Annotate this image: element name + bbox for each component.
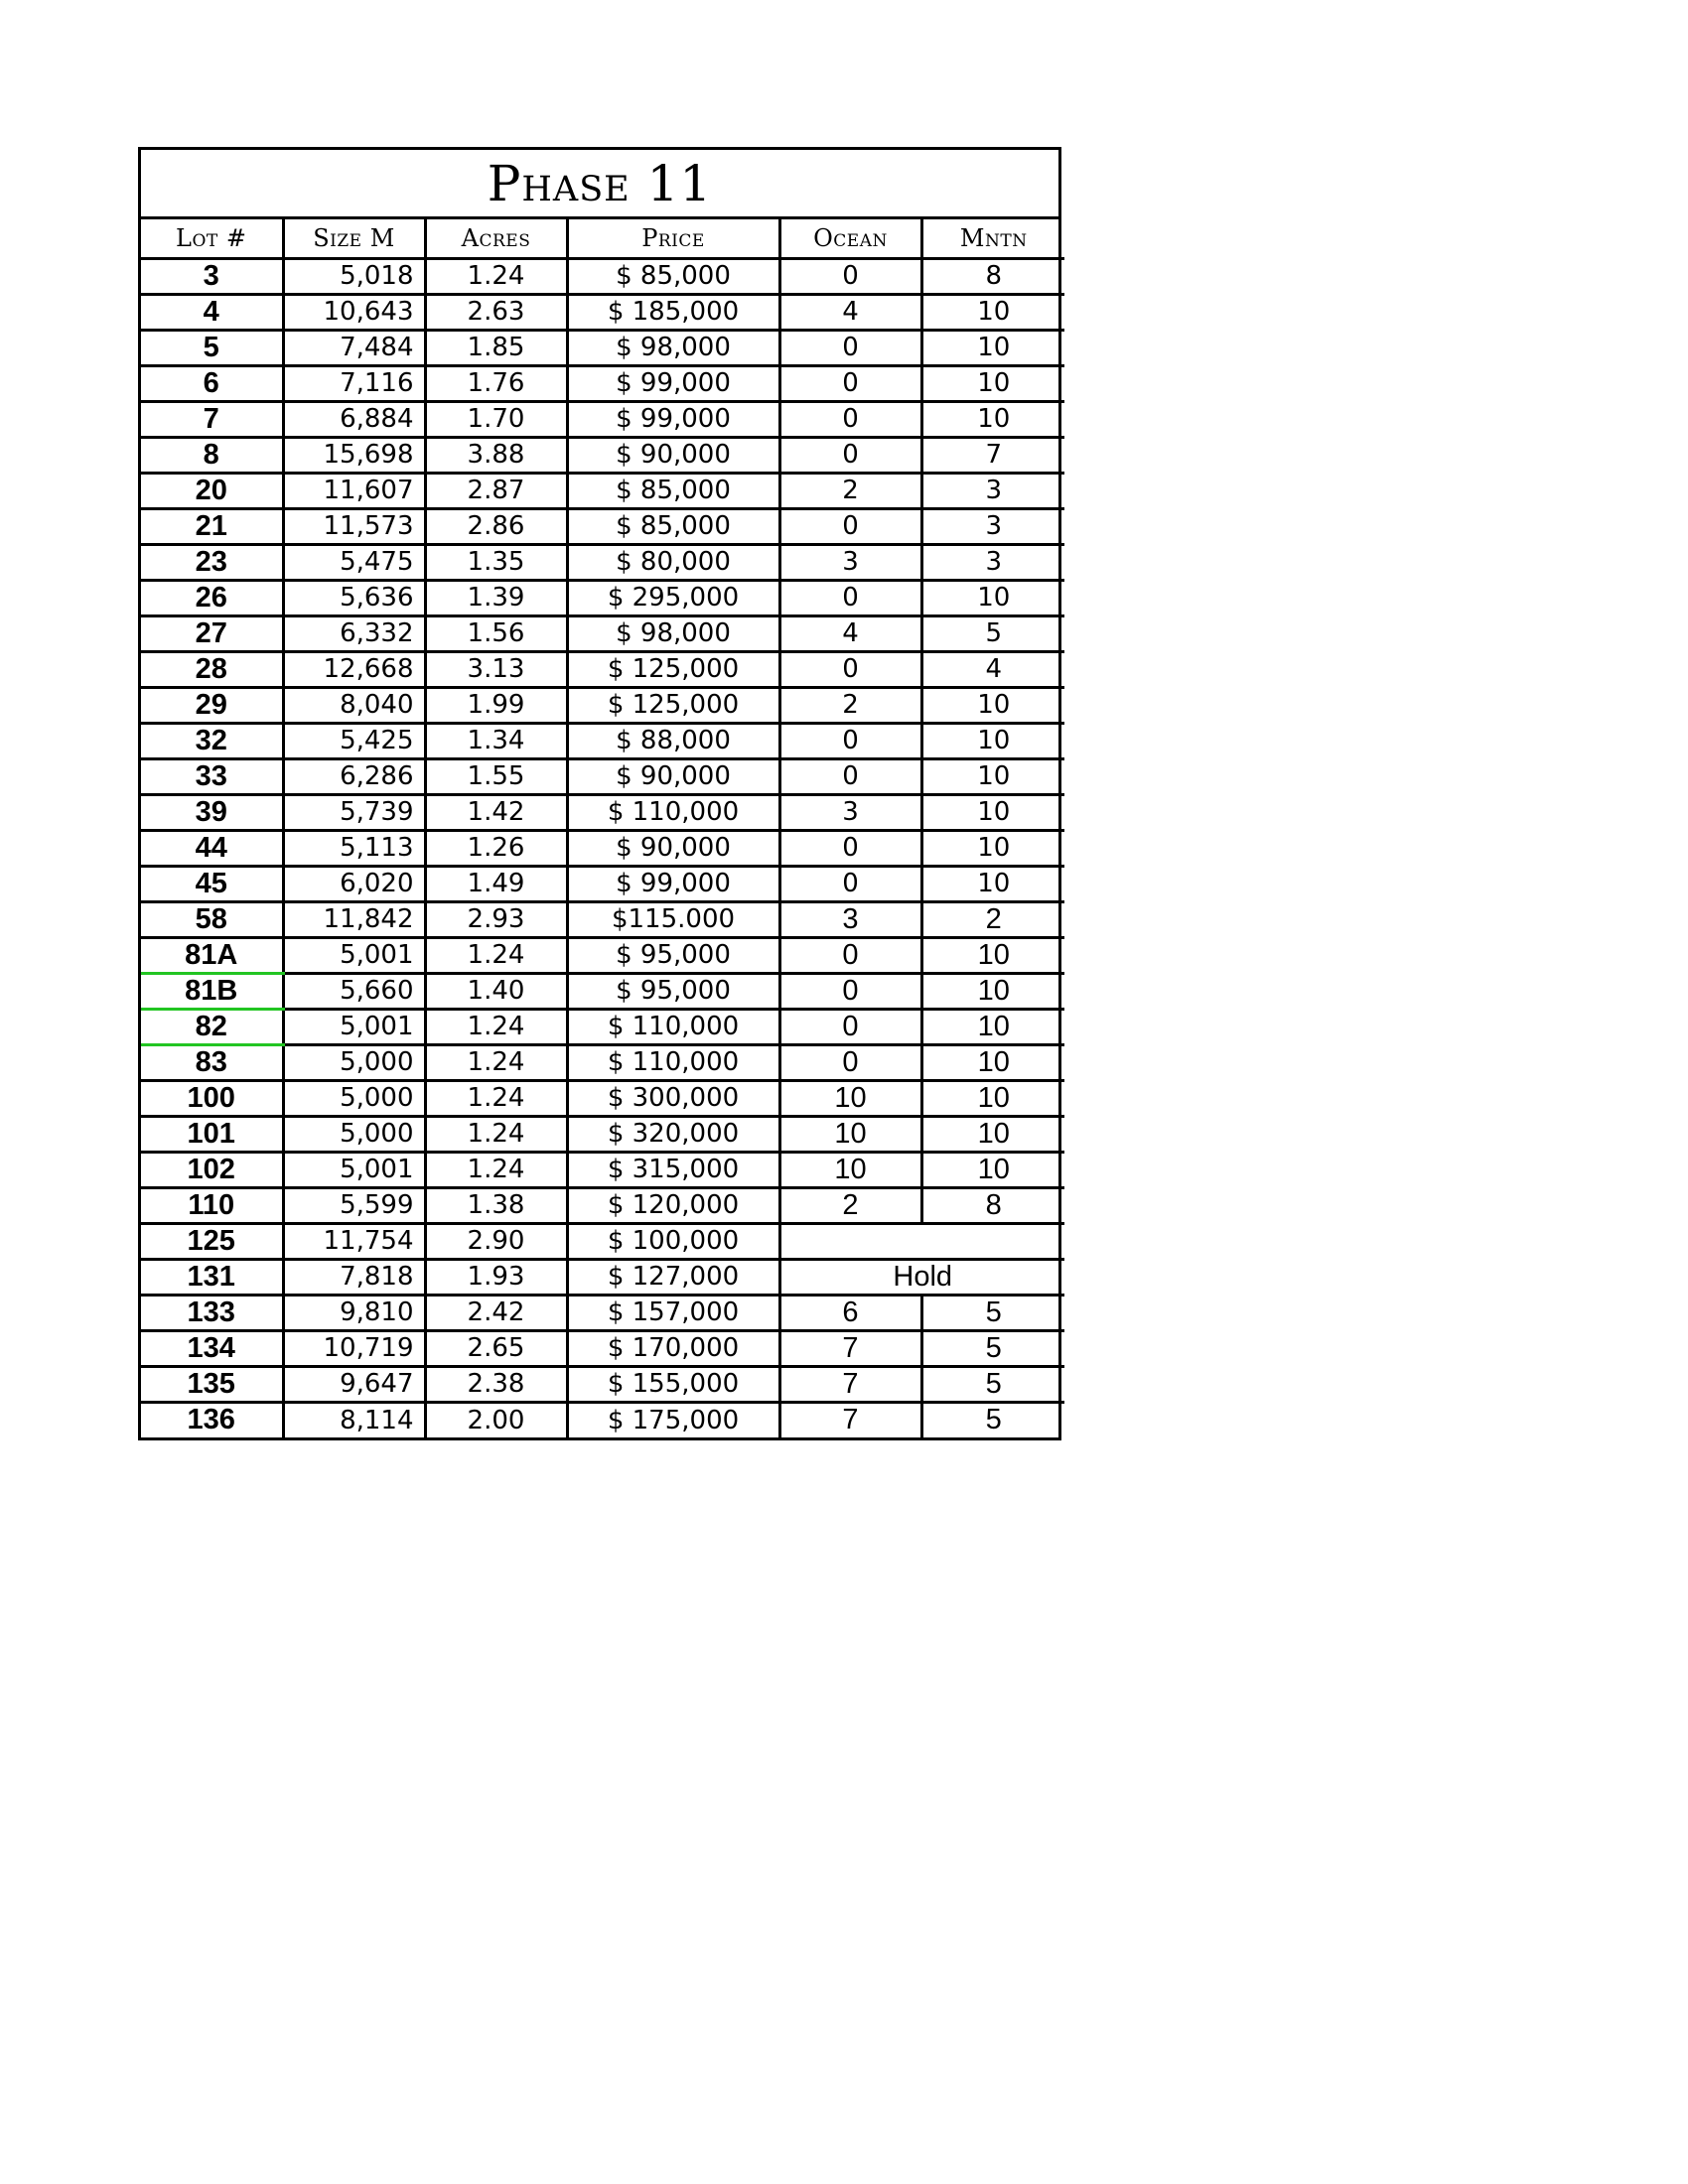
lot-number-cell: 134 (141, 1330, 283, 1366)
lot-number-cell: 8 (141, 437, 283, 473)
size-cell: 7,484 (283, 330, 425, 365)
lot-number-cell: 136 (141, 1402, 283, 1437)
mountain-view-cell: 3 (921, 544, 1064, 580)
table-row (141, 758, 1064, 794)
table-row (141, 1223, 1064, 1259)
mountain-view-cell: 10 (921, 794, 1064, 830)
price-cell: $ 88,000 (567, 723, 779, 758)
size-cell: 5,739 (283, 794, 425, 830)
ocean-view-cell: 2 (779, 1187, 921, 1223)
size-cell: 10,643 (283, 294, 425, 330)
mountain-view-cell: 8 (921, 1187, 1064, 1223)
mountain-view-cell: 7 (921, 437, 1064, 473)
lot-number-cell: 39 (141, 794, 283, 830)
acres-cell: 2.87 (425, 473, 567, 508)
mountain-view-cell: 5 (921, 615, 1064, 651)
table-row (141, 258, 1064, 294)
size-cell: 5,001 (283, 1009, 425, 1044)
ocean-view-cell: 0 (779, 651, 921, 687)
acres-cell: 2.90 (425, 1223, 567, 1259)
col-header-mntn: Mntn (921, 219, 1064, 258)
acres-cell: 1.76 (425, 365, 567, 401)
col-header-size: Size M (283, 219, 425, 258)
size-cell: 6,286 (283, 758, 425, 794)
lot-number-cell: 44 (141, 830, 283, 866)
mountain-view-cell: 10 (921, 937, 1064, 973)
lot-number-cell: 7 (141, 401, 283, 437)
acres-cell: 1.24 (425, 937, 567, 973)
ocean-view-cell: 0 (779, 1009, 921, 1044)
acres-cell: 2.00 (425, 1402, 567, 1437)
size-cell: 6,884 (283, 401, 425, 437)
lot-number-cell: 58 (141, 901, 283, 937)
price-cell: $ 100,000 (567, 1223, 779, 1259)
ocean-view-cell: 0 (779, 580, 921, 615)
acres-cell: 1.39 (425, 580, 567, 615)
header-row (141, 219, 1064, 258)
acres-cell: 1.70 (425, 401, 567, 437)
mountain-view-cell: 8 (921, 258, 1064, 294)
size-cell: 5,425 (283, 723, 425, 758)
price-cell: $ 95,000 (567, 973, 779, 1009)
sheet-title: Phase 11 (141, 150, 1058, 219)
ocean-view-cell: 7 (779, 1330, 921, 1366)
mountain-view-cell: 10 (921, 365, 1064, 401)
ocean-view-cell: 0 (779, 973, 921, 1009)
ocean-view-cell: 0 (779, 830, 921, 866)
ocean-view-cell: 2 (779, 473, 921, 508)
ocean-view-cell: 0 (779, 866, 921, 901)
table-row (141, 1080, 1064, 1116)
price-cell: $ 90,000 (567, 830, 779, 866)
size-cell: 7,818 (283, 1259, 425, 1295)
table-row (141, 294, 1064, 330)
acres-cell: 1.24 (425, 1080, 567, 1116)
price-cell: $ 110,000 (567, 1009, 779, 1044)
price-cell: $ 170,000 (567, 1330, 779, 1366)
ocean-view-cell: 7 (779, 1402, 921, 1437)
ocean-view-cell: 3 (779, 544, 921, 580)
ocean-view-cell: 0 (779, 723, 921, 758)
lot-table (141, 219, 1064, 1437)
ocean-view-cell: 0 (779, 365, 921, 401)
table-row (141, 830, 1064, 866)
price-cell: $ 99,000 (567, 365, 779, 401)
acres-cell: 1.85 (425, 330, 567, 365)
acres-cell: 1.93 (425, 1259, 567, 1295)
col-header-price: Price (567, 219, 779, 258)
size-cell: 5,660 (283, 973, 425, 1009)
ocean-view-cell: 10 (779, 1116, 921, 1152)
acres-cell: 1.49 (425, 866, 567, 901)
size-cell: 5,000 (283, 1116, 425, 1152)
size-cell: 9,810 (283, 1295, 425, 1330)
price-cell: $ 155,000 (567, 1366, 779, 1402)
mountain-view-cell: 10 (921, 1152, 1064, 1187)
ocean-view-cell: 0 (779, 401, 921, 437)
mountain-view-cell: 3 (921, 473, 1064, 508)
ocean-view-cell: 10 (779, 1080, 921, 1116)
table-row (141, 1187, 1064, 1223)
acres-cell: 2.38 (425, 1366, 567, 1402)
acres-cell: 1.38 (425, 1187, 567, 1223)
lot-number-cell: 29 (141, 687, 283, 723)
price-cell: $ 125,000 (567, 651, 779, 687)
acres-cell: 1.34 (425, 723, 567, 758)
table-row (141, 901, 1064, 937)
acres-cell: 1.56 (425, 615, 567, 651)
acres-cell: 1.24 (425, 258, 567, 294)
lot-number-cell: 27 (141, 615, 283, 651)
size-cell: 8,114 (283, 1402, 425, 1437)
lot-number-cell: 110 (141, 1187, 283, 1223)
size-cell: 5,018 (283, 258, 425, 294)
mountain-view-cell: 10 (921, 973, 1064, 1009)
table-row (141, 615, 1064, 651)
price-cell: $ 300,000 (567, 1080, 779, 1116)
size-cell: 11,842 (283, 901, 425, 937)
lot-number-cell: 33 (141, 758, 283, 794)
price-cell: $ 157,000 (567, 1295, 779, 1330)
mountain-view-cell: 10 (921, 723, 1064, 758)
lot-number-cell: 81A (141, 937, 283, 973)
table-row (141, 794, 1064, 830)
price-cell: $ 98,000 (567, 330, 779, 365)
lot-number-cell: 45 (141, 866, 283, 901)
lot-number-cell: 26 (141, 580, 283, 615)
table-row (141, 1044, 1064, 1080)
ocean-view-cell: 4 (779, 615, 921, 651)
price-cell: $ 95,000 (567, 937, 779, 973)
lot-number-cell: 3 (141, 258, 283, 294)
table-row (141, 473, 1064, 508)
mountain-view-cell: 5 (921, 1366, 1064, 1402)
ocean-view-cell: 0 (779, 258, 921, 294)
ocean-view-cell: 0 (779, 437, 921, 473)
table-row (141, 651, 1064, 687)
mountain-view-cell: 10 (921, 866, 1064, 901)
price-sheet (138, 147, 1061, 1440)
mountain-view-cell: 10 (921, 294, 1064, 330)
size-cell: 5,475 (283, 544, 425, 580)
price-cell: $ 295,000 (567, 580, 779, 615)
ocean-view-cell: 0 (779, 330, 921, 365)
price-cell: $ 99,000 (567, 866, 779, 901)
size-cell: 15,698 (283, 437, 425, 473)
lot-number-cell: 135 (141, 1366, 283, 1402)
price-cell: $ 80,000 (567, 544, 779, 580)
ocean-view-cell: 3 (779, 901, 921, 937)
table-row (141, 973, 1064, 1009)
table-row (141, 1152, 1064, 1187)
mountain-view-cell: 10 (921, 330, 1064, 365)
status-cell (779, 1223, 1064, 1259)
size-cell: 5,599 (283, 1187, 425, 1223)
table-row (141, 401, 1064, 437)
table-row (141, 723, 1064, 758)
col-header-lot: Lot # (141, 219, 283, 258)
acres-cell: 1.99 (425, 687, 567, 723)
mountain-view-cell: 10 (921, 1044, 1064, 1080)
acres-cell: 1.24 (425, 1152, 567, 1187)
size-cell: 11,607 (283, 473, 425, 508)
size-cell: 5,000 (283, 1080, 425, 1116)
price-cell: $ 90,000 (567, 437, 779, 473)
lot-number-cell: 100 (141, 1080, 283, 1116)
size-cell: 11,573 (283, 508, 425, 544)
lot-number-cell: 32 (141, 723, 283, 758)
price-cell: $ 85,000 (567, 508, 779, 544)
table-row (141, 937, 1064, 973)
acres-cell: 1.26 (425, 830, 567, 866)
lot-number-cell: 4 (141, 294, 283, 330)
ocean-view-cell: 0 (779, 758, 921, 794)
ocean-view-cell: 0 (779, 1044, 921, 1080)
size-cell: 12,668 (283, 651, 425, 687)
lot-number-cell: 125 (141, 1223, 283, 1259)
size-cell: 6,332 (283, 615, 425, 651)
acres-cell: 1.40 (425, 973, 567, 1009)
acres-cell: 1.35 (425, 544, 567, 580)
table-row (141, 1366, 1064, 1402)
acres-cell: 2.93 (425, 901, 567, 937)
price-cell: $ 125,000 (567, 687, 779, 723)
mountain-view-cell: 10 (921, 1116, 1064, 1152)
mountain-view-cell: 5 (921, 1402, 1064, 1437)
lot-number-cell: 20 (141, 473, 283, 508)
acres-cell: 2.63 (425, 294, 567, 330)
acres-cell: 2.65 (425, 1330, 567, 1366)
acres-cell: 1.24 (425, 1009, 567, 1044)
table-row (141, 1330, 1064, 1366)
lot-number-cell: 28 (141, 651, 283, 687)
mountain-view-cell: 2 (921, 901, 1064, 937)
table-row (141, 1009, 1064, 1044)
ocean-view-cell: 3 (779, 794, 921, 830)
size-cell: 5,001 (283, 1152, 425, 1187)
table-row (141, 1402, 1064, 1437)
table-row (141, 1116, 1064, 1152)
table-row (141, 508, 1064, 544)
table-row (141, 1259, 1064, 1295)
table-row (141, 365, 1064, 401)
table-row (141, 866, 1064, 901)
size-cell: 11,754 (283, 1223, 425, 1259)
table-row (141, 544, 1064, 580)
price-cell: $ 110,000 (567, 1044, 779, 1080)
size-cell: 9,647 (283, 1366, 425, 1402)
lot-number-cell: 81B (141, 973, 283, 1009)
price-cell: $ 185,000 (567, 294, 779, 330)
mountain-view-cell: 10 (921, 401, 1064, 437)
mountain-view-cell: 10 (921, 580, 1064, 615)
table-row (141, 437, 1064, 473)
mountain-view-cell: 5 (921, 1330, 1064, 1366)
price-cell: $ 90,000 (567, 758, 779, 794)
acres-cell: 1.24 (425, 1044, 567, 1080)
col-header-acres: Acres (425, 219, 567, 258)
size-cell: 5,113 (283, 830, 425, 866)
size-cell: 10,719 (283, 1330, 425, 1366)
acres-cell: 1.42 (425, 794, 567, 830)
lot-number-cell: 102 (141, 1152, 283, 1187)
size-cell: 5,636 (283, 580, 425, 615)
ocean-view-cell: 0 (779, 508, 921, 544)
mountain-view-cell: 3 (921, 508, 1064, 544)
price-cell: $ 320,000 (567, 1116, 779, 1152)
mountain-view-cell: 10 (921, 687, 1064, 723)
table-row (141, 1295, 1064, 1330)
mountain-view-cell: 10 (921, 830, 1064, 866)
lot-number-cell: 101 (141, 1116, 283, 1152)
acres-cell: 1.24 (425, 1116, 567, 1152)
ocean-view-cell: 2 (779, 687, 921, 723)
lot-number-cell: 23 (141, 544, 283, 580)
acres-cell: 1.55 (425, 758, 567, 794)
size-cell: 5,001 (283, 937, 425, 973)
size-cell: 7,116 (283, 365, 425, 401)
size-cell: 5,000 (283, 1044, 425, 1080)
status-cell: Hold (779, 1259, 1064, 1295)
size-cell: 6,020 (283, 866, 425, 901)
price-cell: $ 85,000 (567, 258, 779, 294)
table-row (141, 580, 1064, 615)
lot-number-cell: 21 (141, 508, 283, 544)
col-header-ocean: Ocean (779, 219, 921, 258)
price-cell: $ 127,000 (567, 1259, 779, 1295)
ocean-view-cell: 10 (779, 1152, 921, 1187)
price-cell: $ 120,000 (567, 1187, 779, 1223)
ocean-view-cell: 7 (779, 1366, 921, 1402)
price-cell: $115.000 (567, 901, 779, 937)
acres-cell: 3.88 (425, 437, 567, 473)
table-row (141, 330, 1064, 365)
lot-number-cell: 82 (141, 1009, 283, 1044)
acres-cell: 2.42 (425, 1295, 567, 1330)
mountain-view-cell: 10 (921, 1009, 1064, 1044)
price-cell: $ 315,000 (567, 1152, 779, 1187)
ocean-view-cell: 4 (779, 294, 921, 330)
table-row (141, 687, 1064, 723)
lot-number-cell: 83 (141, 1044, 283, 1080)
price-cell: $ 85,000 (567, 473, 779, 508)
mountain-view-cell: 10 (921, 758, 1064, 794)
size-cell: 8,040 (283, 687, 425, 723)
mountain-view-cell: 5 (921, 1295, 1064, 1330)
price-cell: $ 175,000 (567, 1402, 779, 1437)
ocean-view-cell: 6 (779, 1295, 921, 1330)
lot-number-cell: 131 (141, 1259, 283, 1295)
mountain-view-cell: 4 (921, 651, 1064, 687)
price-cell: $ 98,000 (567, 615, 779, 651)
acres-cell: 3.13 (425, 651, 567, 687)
price-cell: $ 99,000 (567, 401, 779, 437)
price-cell: $ 110,000 (567, 794, 779, 830)
lot-number-cell: 133 (141, 1295, 283, 1330)
lot-number-cell: 6 (141, 365, 283, 401)
lot-number-cell: 5 (141, 330, 283, 365)
mountain-view-cell: 10 (921, 1080, 1064, 1116)
ocean-view-cell: 0 (779, 937, 921, 973)
acres-cell: 2.86 (425, 508, 567, 544)
